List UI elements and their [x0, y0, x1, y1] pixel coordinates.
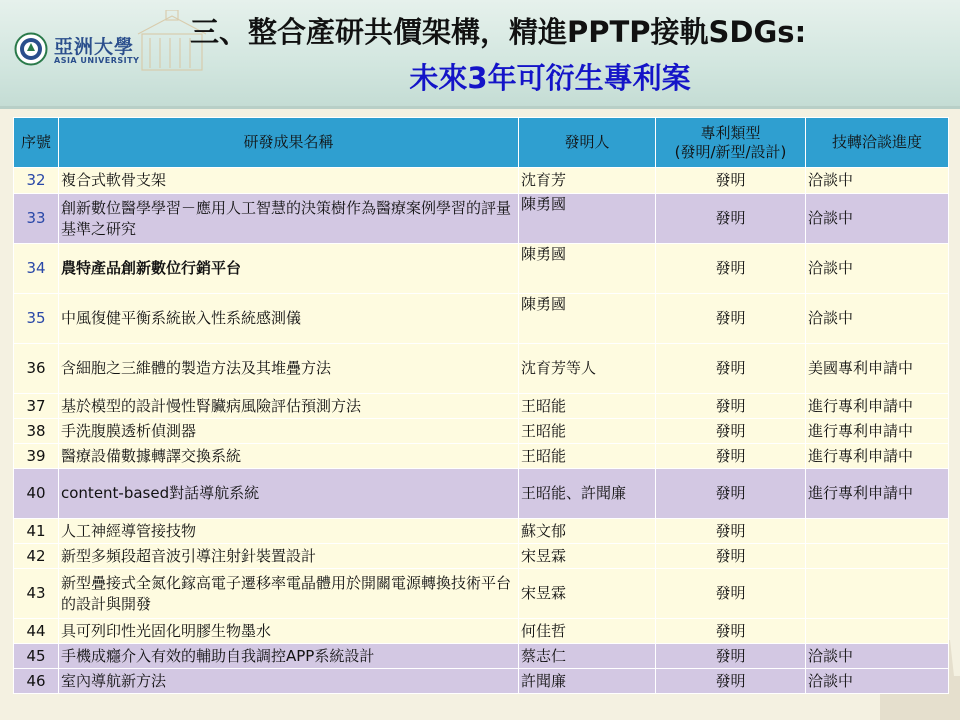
cell-inventor: 陳勇國 — [519, 244, 656, 294]
cell-progress — [806, 619, 949, 644]
header-patent-type: 專利類型 (發明/新型/設計) — [656, 118, 806, 168]
cell-no: 44 — [14, 619, 59, 644]
cell-no: 35 — [14, 294, 59, 344]
cell-name: 具可列印性光固化明膠生物墨水 — [59, 619, 519, 644]
header-name: 研發成果名稱 — [59, 118, 519, 168]
cell-progress — [806, 519, 949, 544]
cell-patent-type: 發明 — [656, 168, 806, 194]
cell-no: 46 — [14, 669, 59, 694]
cell-progress: 進行專利申請中 — [806, 419, 949, 444]
cell-no: 36 — [14, 344, 59, 394]
cell-patent-type: 發明 — [656, 294, 806, 344]
cell-no: 45 — [14, 644, 59, 669]
cell-no: 42 — [14, 544, 59, 569]
cell-progress: 進行專利申請中 — [806, 394, 949, 419]
cell-progress: 美國專利申請中 — [806, 344, 949, 394]
table-row — [14, 344, 949, 394]
cell-patent-type: 發明 — [656, 244, 806, 294]
logo-subtitle: ASIA UNIVERSITY — [54, 56, 140, 65]
patent-table — [13, 117, 949, 694]
cell-name: 含細胞之三維體的製造方法及其堆疊方法 — [59, 344, 519, 394]
page-subtitle: 未來3年可衍生專利案 — [409, 61, 691, 95]
cell-progress: 洽談中 — [806, 669, 949, 694]
table-row — [14, 419, 949, 444]
cell-name: content-based對話導航系統 — [59, 469, 519, 519]
cell-inventor: 宋昱霖 — [519, 569, 656, 619]
cell-name: 基於模型的設計慢性腎臟病風險評估預測方法 — [59, 394, 519, 419]
cell-inventor: 王昭能 — [519, 394, 656, 419]
cell-no: 39 — [14, 444, 59, 469]
cell-inventor: 王昭能 — [519, 444, 656, 469]
cell-patent-type: 發明 — [656, 644, 806, 669]
cell-progress: 洽談中 — [806, 294, 949, 344]
header-no: 序號 — [14, 118, 59, 168]
cell-progress — [806, 569, 949, 619]
cell-progress: 洽談中 — [806, 244, 949, 294]
cell-patent-type: 發明 — [656, 619, 806, 644]
cell-no: 38 — [14, 419, 59, 444]
cell-name: 室內導航新方法 — [59, 669, 519, 694]
cell-inventor: 何佳哲 — [519, 619, 656, 644]
header-inventor: 發明人 — [519, 118, 656, 168]
cell-name: 中風復健平衡系統嵌入性系統感測儀 — [59, 294, 519, 344]
table-row — [14, 168, 949, 194]
cell-patent-type: 發明 — [656, 394, 806, 419]
table-row — [14, 394, 949, 419]
table-header-row — [14, 118, 949, 168]
logo-name: 亞洲大學 — [54, 36, 135, 58]
cell-patent-type: 發明 — [656, 444, 806, 469]
cell-patent-type: 發明 — [656, 519, 806, 544]
cell-progress: 洽談中 — [806, 194, 949, 244]
cell-name: 創新數位醫學學習－應用人工智慧的決策樹作為醫療案例學習的評量基準之研究 — [59, 194, 519, 244]
cell-name: 醫療設備數據轉譯交換系統 — [59, 444, 519, 469]
cell-inventor: 王昭能 — [519, 419, 656, 444]
cell-inventor: 蘇文郁 — [519, 519, 656, 544]
cell-no: 37 — [14, 394, 59, 419]
header-divider — [0, 106, 960, 109]
table-row — [14, 644, 949, 669]
cell-name: 農特產品創新數位行銷平台 — [59, 244, 519, 294]
table-row — [14, 544, 949, 569]
cell-name: 人工神經導管接技物 — [59, 519, 519, 544]
cell-no: 32 — [14, 168, 59, 194]
cell-progress — [806, 544, 949, 569]
header-progress: 技轉洽談進度 — [806, 118, 949, 168]
cell-patent-type: 發明 — [656, 419, 806, 444]
cell-patent-type: 發明 — [656, 194, 806, 244]
cell-progress: 洽談中 — [806, 168, 949, 194]
cell-progress: 洽談中 — [806, 644, 949, 669]
cell-patent-type: 發明 — [656, 469, 806, 519]
table-row — [14, 194, 949, 244]
cell-patent-type: 發明 — [656, 344, 806, 394]
cell-name: 新型多頻段超音波引導注射針裝置設計 — [59, 544, 519, 569]
cell-name: 複合式軟骨支架 — [59, 168, 519, 194]
cell-inventor: 陳勇國 — [519, 294, 656, 344]
table-row — [14, 244, 949, 294]
table-row — [14, 669, 949, 694]
table-row — [14, 469, 949, 519]
cell-inventor: 沈育芳 — [519, 168, 656, 194]
table-row — [14, 619, 949, 644]
cell-inventor: 陳勇國 — [519, 194, 656, 244]
cell-inventor: 宋昱霖 — [519, 544, 656, 569]
cell-no: 40 — [14, 469, 59, 519]
cell-progress: 進行專利申請中 — [806, 469, 949, 519]
cell-name: 手洗腹膜透析偵測器 — [59, 419, 519, 444]
table-row — [14, 569, 949, 619]
cell-name: 新型疊接式全氮化鎵高電子遷移率電晶體用於開關電源轉換技術平台的設計與開發 — [59, 569, 519, 619]
cell-no: 41 — [14, 519, 59, 544]
cell-name: 手機成癮介入有效的輔助自我調控APP系統設計 — [59, 644, 519, 669]
page-title: 三、整合產研共價架構，精進PPTP接軌SDGs: — [190, 15, 807, 49]
cell-inventor: 王昭能、許聞廉 — [519, 469, 656, 519]
cell-no: 43 — [14, 569, 59, 619]
cell-inventor: 蔡志仁 — [519, 644, 656, 669]
cell-inventor: 沈育芳等人 — [519, 344, 656, 394]
cell-patent-type: 發明 — [656, 569, 806, 619]
cell-no: 33 — [14, 194, 59, 244]
cell-patent-type: 發明 — [656, 544, 806, 569]
cell-inventor: 許聞廉 — [519, 669, 656, 694]
table-row — [14, 519, 949, 544]
cell-progress: 進行專利申請中 — [806, 444, 949, 469]
table-row — [14, 294, 949, 344]
cell-patent-type: 發明 — [656, 669, 806, 694]
table-row — [14, 444, 949, 469]
cell-no: 34 — [14, 244, 59, 294]
